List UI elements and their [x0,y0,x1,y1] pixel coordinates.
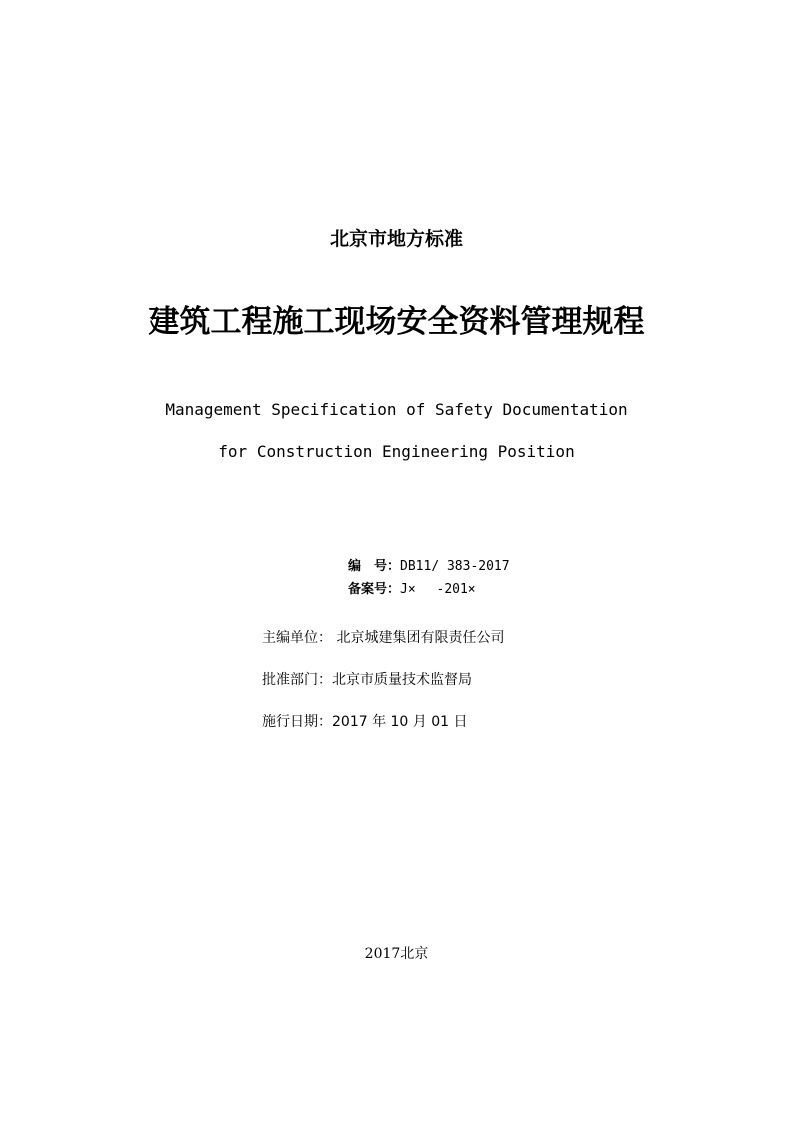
record-number-label: 备案号： [348,582,401,597]
approving-department-row [262,670,472,690]
effective-date-row [262,712,468,732]
approving-department-value: 北京市质量技术监督局 [332,672,472,688]
standard-number-value: DB11/ 383-2017 [400,559,510,574]
standard-number-label: 编 号： [348,559,401,574]
approving-department-label: 批准部门： [262,672,332,688]
chief-editor-row [262,628,504,648]
standard-number-row [348,558,510,576]
effective-date-label: 施行日期： [262,714,332,730]
effective-date-value: 2017 年 10 月 01 日 [332,714,468,730]
document-title-en-line1: Management Specification of Safety Documentation [165,400,628,419]
chief-editor-label: 主编单位： [262,630,332,646]
document-title-en-line2: for Construction Engineering Position [218,442,575,461]
document-title-zh: 建筑工程施工现场安全资料管理规程 [148,304,645,340]
publication-footer: 2017北京 [364,946,429,962]
record-number-value: J× -201× [400,582,476,597]
standard-type-heading: 北京市地方标准 [329,228,463,250]
chief-editor-value: 北京城建集团有限责任公司 [332,630,505,646]
record-number-row [348,581,476,599]
